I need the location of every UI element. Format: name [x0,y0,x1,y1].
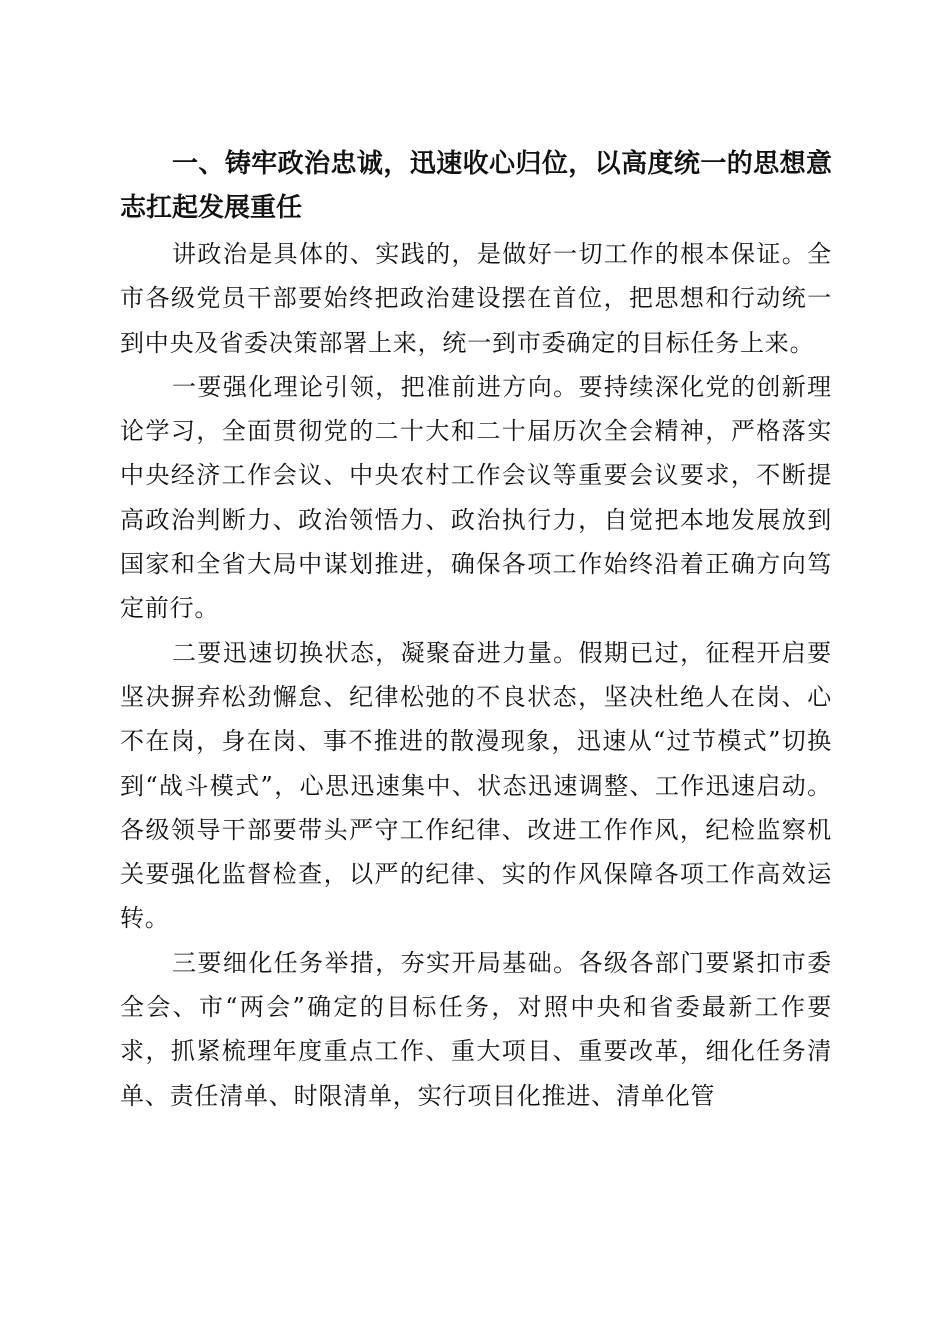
document-body [120,142,832,1118]
paragraph-point-three: 三要细化任务举措，夯实开局基础。各级各部门要紧扣市委全会、市“两会”确定的目标任务，对照中央和省委最新工作要求，抓紧梳理年度重点工作、重大项目、重要改革，细化任务清单、责任清单、时限清单，实行项目化推进、清单化管 [120,948,832,1110]
paragraph-point-two: 二要迅速切换状态，凝聚奋进力量。假期已过，征程开启要坚决摒弃松劲懈怠、纪律松弛的不良状态，坚决杜绝人在岗、心不在岗，身在岗、事不推进的散漫现象，迅速从“过节模式”切换到“战斗模式”，心思迅速集中、状态迅速调整、工作迅速启动。各级领导干部要带头严守工作纪律、改进工作作风，纪检监察机关要强化监督检查，以严的纪律、实的作风保障各项工作高效运转。 [120,638,832,933]
paragraph-intro: 讲政治是具体的、实践的，是做好一切工作的根本保证。全市各级党员干部要始终把政治建设摆在首位，把思想和行动统一到中央及省委决策部署上来，统一到市委确定的目标任务上来。 [120,240,832,357]
section-heading: 一、铸牢政治忠诚，迅速收心归位，以高度统一的思想意志扛起发展重任 [120,149,832,223]
paragraph-point-one: 一要强化理论引领，把准前进方向。要持续深化党的创新理论学习，全面贯彻党的二十大和二十届历次全会精神，严格落实中央经济工作会议、中央农村工作会议等重要会议要求，不断提高政治判断力、政治领悟力、政治执行力，自觉把本地发展放到国家和全省大局中谋划推进，确保各项工作始终沿着正确方向笃定前行。 [120,372,832,623]
